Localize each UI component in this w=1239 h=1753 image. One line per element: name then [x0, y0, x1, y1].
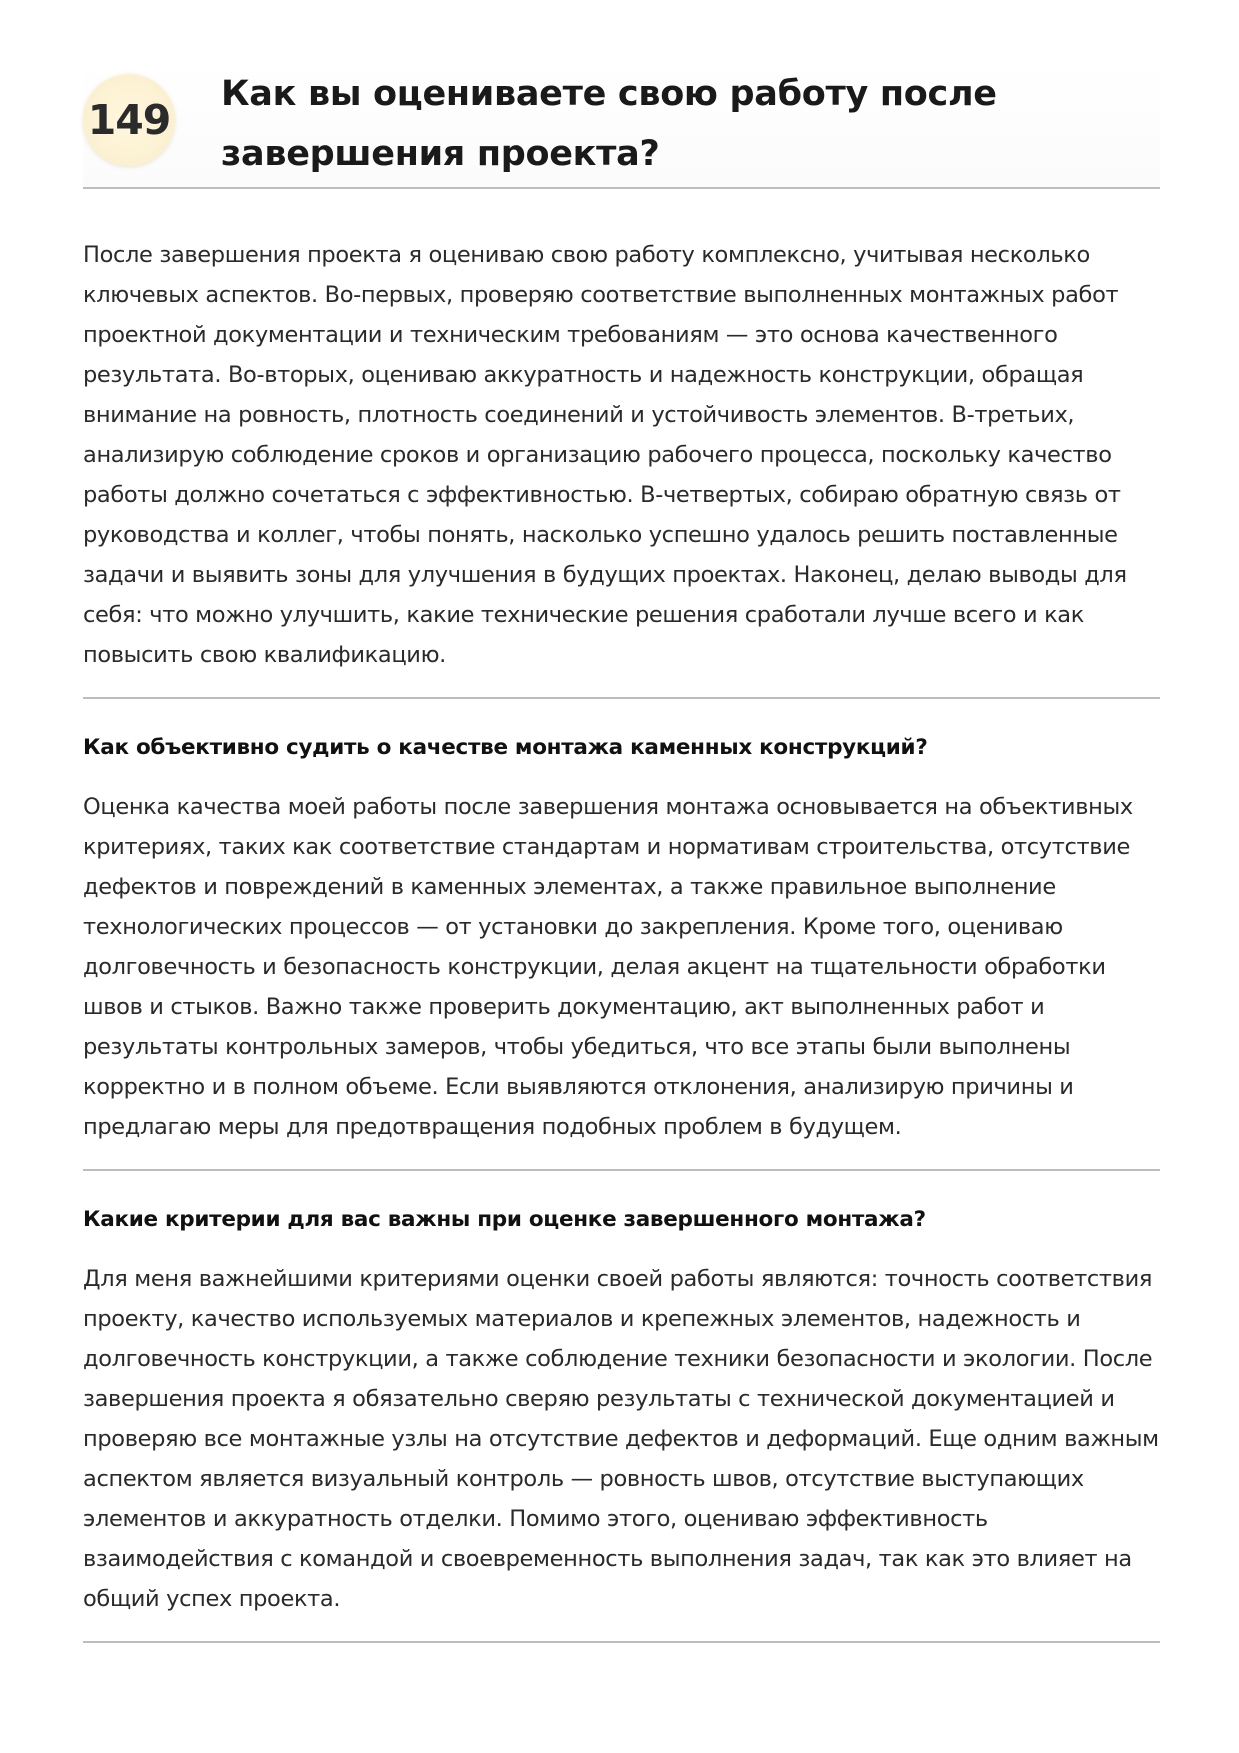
qa-question: Как объективно судить о качестве монтажа каменных конструкций? — [83, 735, 928, 760]
question-header — [83, 62, 1160, 189]
qa-answer: Для меня важнейшими критериями оценки своей работы являются: точность соответствия проекту, качество используемых материалов и крепежных элементов, надежность и долговечность конструкции, а также соблюдение техники безопасности и экологии. После завершения проекта я обязательно сверяю результаты с технической документацией и проверяю все монтажные узлы на отсутствие дефектов и деформаций. Еще одним важным аспектом является визуальный контроль — ровность швов, отсутствие выступающих элементов и аккуратность отделки. Помимо этого, оцениваю эффективность взаимодействия с командой и своевременность выполнения задач, так как это влияет на общий успех проекта. — [83, 1266, 1159, 1612]
question-title: Как вы оцениваете свою работу после завершения проекта? — [221, 74, 997, 174]
question-number-badge: 149 — [83, 74, 175, 166]
qa-question: Какие критерии для вас важны при оценке завершенного монтажа? — [83, 1207, 926, 1232]
intro-answer: После завершения проекта я оцениваю свою работу комплексно, учитывая несколько ключевых аспектов. Во-первых, проверяю соответствие выполненных монтажных работ проектной документации и техническим требованиям — это основа качественного результата. Во-вторых, оцениваю аккуратность и надежность конструкции, обращая внимание на ровность, плотность соединений и устойчивость элементов. В-третьих, анализирую соблюдение сроков и организацию рабочего процесса, поскольку качество работы должно сочетаться с эффективностью. В-четвертых, собираю обратную связь от руководства и коллег, чтобы понять, насколько успешно удалось решить поставленные задачи и выявить зоны для улучшения в будущих проектах. Наконец, делаю выводы для себя: что можно улучшить, какие технические решения сработали лучше всего и как повысить свою квалификацию. — [83, 235, 1160, 699]
qa-answer: Оценка качества моей работы после завершения монтажа основывается на объективных критериях, таких как соответствие стандартам и нормативам строительства, отсутствие дефектов и повреждений в каменных элементах, а также правильное выполнение технологических процессов — от установки до закрепления. Кроме того, оцениваю долговечность и безопасность конструкции, делая акцент на тщательности обработки швов и стыков. Важно также проверить документацию, акт выполненных работ и результаты контрольных замеров, чтобы убедиться, что все этапы были выполнены корректно и в полном объеме. Если выявляются отклонения, анализирую причины и предлагаю меры для предотвращения подобных проблем в будущем. — [83, 794, 1133, 1140]
qa-section-1 — [83, 733, 1160, 1171]
qa-section-2 — [83, 1205, 1160, 1643]
document-page — [83, 0, 1160, 1643]
